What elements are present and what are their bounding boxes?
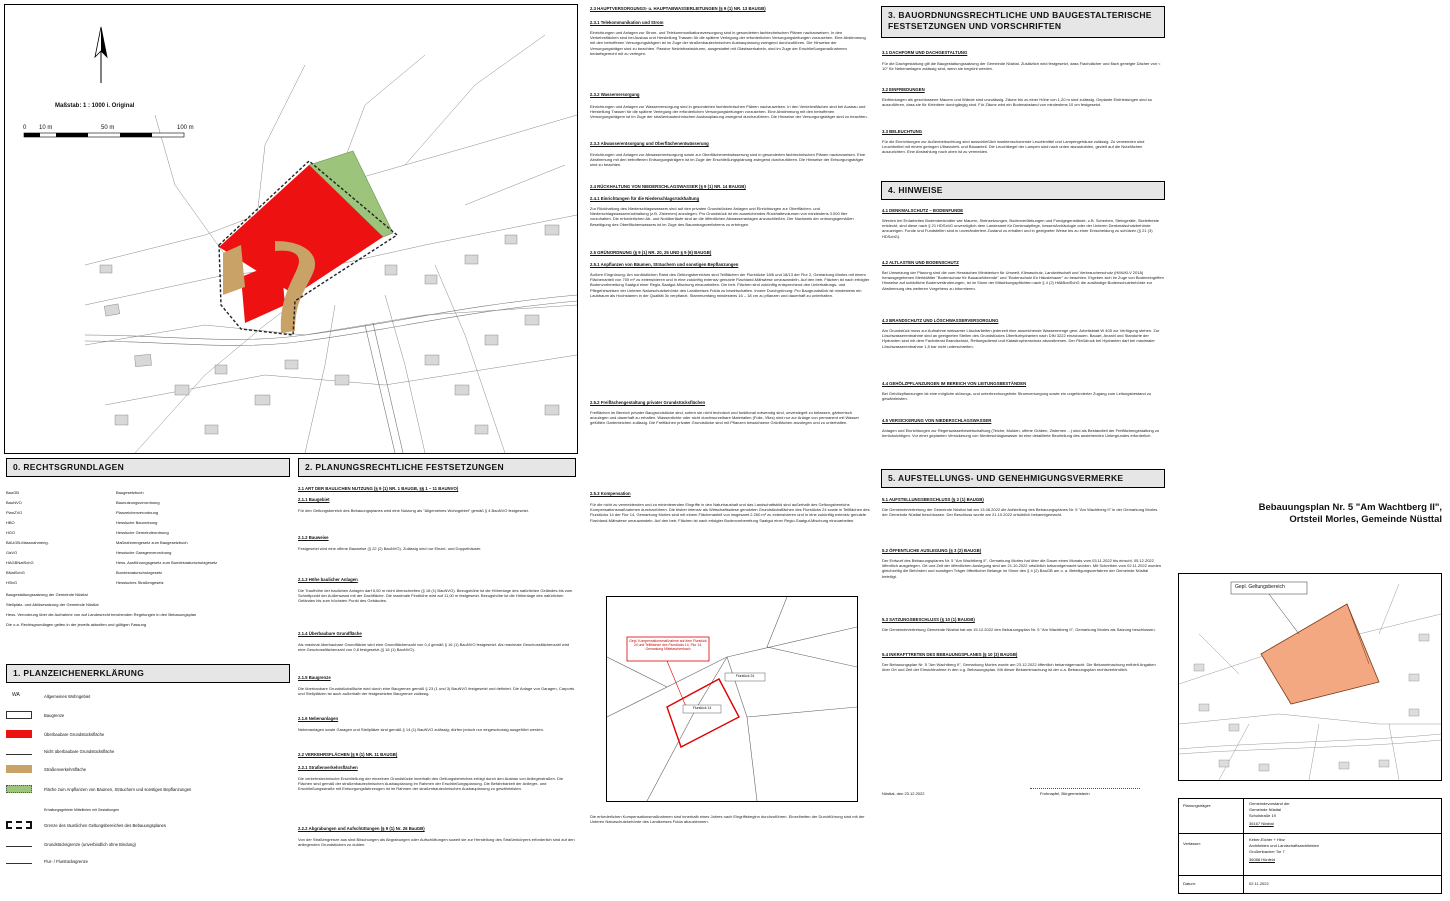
subheading: 2.3.3 Abwasserentsorgung und Oberflächenentwässerung — [590, 141, 709, 146]
subheading: 2.5.1 Anpflanzen von Bäumen, Sträuchern und sonstigen Bepflanzungen — [590, 262, 739, 267]
section-3-heading: 3. BAUORDNUNGSRECHTLICHE UND BAUGESTALTERISCHE FESTSETZUNGEN UND VORSCHRIFTEN — [881, 6, 1165, 38]
paragraph: Einrichtungen und Anlagen zur Wasserversorgung sind in gesonderten fachtechnischen Plänen nachzuweisen. In den Verkehrsflächen sind bei Ausbau und Herstellung Trassen für die spätere Verlegung der erforderlichen Versorgungsleitungen vorzusehen. Eine Abstimmung mit den betroffenen Versorgungsträgern ist im Zuge der straßenbautechnischen Ausbauplanung zwingend durchzuführen. Die Hinweise der Versorgungsträger sind zu beachten. — [590, 104, 868, 120]
title-block-table — [1178, 798, 1442, 894]
abbr-row: HBO Hessische Bauordnung — [6, 520, 158, 525]
abbr-row: BauNVO Baunutzungsverordnung — [6, 500, 160, 505]
abbr-row: BauGB Baugesetzbuch — [6, 490, 144, 495]
scale-tick-50: 50 m — [101, 125, 115, 131]
signature-line — [1030, 788, 1140, 789]
subheading: 5.1 AUFSTELLUNGSBESCHLUSS (§ 2 (1) BAUGB) — [882, 497, 984, 502]
abbr-row: HGO Hessische Gemeindeordnung — [6, 530, 169, 535]
subheading: 2.2.1 Straßenverkehrsflächen — [298, 765, 358, 770]
plan-title-line-1: Bebauungsplan Nr. 5 "Am Wachtberg II", — [1258, 502, 1442, 513]
paragraph: Festgesetzt wird eine offene Bauweise (§ 22 (2) BauNVO). Zulässig sind nur Einzel- und Doppelhäuser. — [298, 546, 482, 551]
subheading: 5.4 INKRAFTTRETEN DES BEBAUUNGSPLANES (§ 10 (3) BAUGB) — [882, 652, 1018, 657]
table-divider — [1179, 875, 1441, 876]
row-value: Gemeindevorstand der Gemeinde Nüsttal Schulstraße 19 36167 Nüsttal — [1249, 801, 1290, 826]
compensation-note: Gepl. Kompensationsmaßnahme auf dem Flurstück 24 und Teilflächen des Flurstücks 14, Flur 14, Gemarkung Mittelaschenbach — [629, 639, 707, 651]
legend-symbol: WA — [12, 692, 20, 698]
paragraph: Die verkehrstechnische Erschließung der einzelnen Grundstücke innerhalb des Geltungsbereiches erfolgt durch den Ausbau von Anliegerstraßen. Die Flächen sind gemäß der straßenbautechnischen Ausbauplanung im Rahmen der Erschließungsplanung. Die Befahrbarkeit der Anlieger- und Erschließungsstraße mit Entsorgungsfahrzeugen ist im Rahmen der straßenbautechnischen Ausbauplanung zu gewährleisten. — [298, 776, 564, 792]
plan-title-line-2: Ortsteil Morles, Gemeinde Nüsttal — [1289, 514, 1442, 525]
row-key: Planungsträger: — [1183, 803, 1212, 808]
subheading: 2.1.6 Nebenanlagen — [298, 716, 339, 721]
paragraph: Für die Einrichtungen zur Außenbeleuchtung sind ausschließlich insektenschonende Leuchtmittel und Lampengehäuse zulässig. Zu verwenden sind Leuchtmittel mit einem geringen Ultraviolett- und Blauanteil. Die Leuchtkegel der Lampen sind nach unten abzustrahlen, gezielt auf die Nutzflächen auszurichten. Eine Abstrahlung nach oben ist zu vermeiden. — [882, 139, 1145, 155]
paragraph: Äußere Eingrünung: Am nordöstlichen Rand des Geltungsbereiches sind Teilflächen der Flurstücke 18/6 und 18/13 der Flur 2, Gemarkung Morles mit einem Flächenanteil von 700 m² zu extensivieren und in eine zukünftig extensiv genutzte Flachland-Mähwiese umzuwandeln. Auf den betr. Flächen ist nach erfolgter Bodenvorbereitung Saatgut einer Regio-Saatgut-Mischung einzuarbeiten. Die betr. Flächen sind zukünftig entsprechend den Unterhaltungs- und Pflegehinweisen der Unteren Naturschutzbehörde des Landkreises Fulda zu bewirtschaften. Innere Durchgrünung: Pro Baugrundstück ist mindestens ein Laubbaum als Hochstamm in der Qualität 3x verpflanzt, Stammumfang mindestens 16 – 18 cm zu pflanzen und dauerhaft zu unterhalten. — [590, 272, 870, 298]
subheading: 3.1 DACHFORM UND DACHGESTALTUNG — [882, 50, 968, 55]
paragraph: Für die Dachgestaltung gilt die Baugestaltungssatzung der Gemeinde Nüsttal. Zusätzlich wird festgesetzt, dass Flachdächer und flach geneigte Dächer von < 10° für Nebenanlagen zulässig sind, wenn sie begrünt werden. — [882, 61, 1161, 72]
paragraph: Bei Gehölzpflanzungen ist eine mögliche störungs- und unterbrechungsfreie Stromversorgung sowie ein ungehinderter Zugang zum Leitungsbestand zu gewährleisten. — [882, 391, 1152, 402]
legend-symbol — [6, 859, 32, 864]
legal-extra: Stellplatz- und Ablösesatzung der Gemeinde Nüsttal — [6, 602, 99, 607]
legend-symbol — [6, 842, 32, 847]
paragraph: Die Gemeindevertretung der Gemeinde Nüsttal hat am 13.06.2022 die Aufstellung des Bebauungsplanes Nr. 5 "Am Wachtberg II" in der Gemarkung Morles der Gemeinde Nüsttal beschlossen. Der Beschluss wurde am 21.10.2022 ortsüblich bekanntgemacht. — [882, 507, 1158, 518]
legend-symbol — [6, 821, 32, 829]
parcel-label-a: Flurstück 24 — [735, 674, 755, 678]
road-area — [223, 245, 245, 295]
paragraph: Als maximal überbaubare Grundfläche wird eine Grundflächenzahl von 0,4 gemäß § 16 (1) BauNVO festgesetzt. Als maximale Geschossflächenzahl wird eine Geschossflächenzahl von 0,8 festgesetzt (§ 16 (1) BauNVO). — [298, 642, 570, 653]
legend-item: Erhaltungsgebiete Mittellinien mit Gestaltungen — [6, 805, 119, 815]
subheading: 2.5.2 Freiflächengestaltung privater Grundstücksflächen — [590, 400, 706, 405]
paragraph: Bei Umsetzung der Planung sind die vom Hessischen Ministerium für Umwelt, Klimaschutz, Landwirtschaft und Verbraucherschutz (HMUKLV 2018) herausgegebenen Merkblätter "Bodenschutz für Bauausführende" und "Bodenschutz für Häuslebauer" zu beachten. Ergeben sich im Zuge von Bodeneingriffen Hinweise auf schädliche Bodenveränderungen, ist im Sinne der Mitwirkungspflichten nach § 4 (2) HAltBodSchG die zuständige Bodenschutzbehörde zur Abstimmung des weiteren Vorgehens zu informieren. — [882, 270, 1164, 291]
section-0-heading: 0. RECHTSGRUNDLAGEN — [6, 458, 290, 477]
legend-item: Fläche zum Anpflanzen von Bäumen, Sträuchern und sonstigen Bepflanzungen — [6, 784, 244, 794]
paragraph: Die überbaubare Grundstücksfläche wird durch eine Baugrenze gemäß § 23 (1 und 3) BauNVO festgesetzt und definiert. Die Anlage von Garagen, Carports und Stellplätzen ist auch außerhalb der festgesetzten Baugrenze zulässig. — [298, 686, 575, 697]
paragraph: Zur Rückhaltung des Niederschlagswassers sind auf den privaten Grundstücken Anlagen und Einrichtungen zur Oberflächen- und Niederschlagswasserrückhaltung (z.B. Zisternen) anzulegen. Pro Grundstück ist ein ausreichendes Rückhaltevolumen von mindestens 3.000 liter vorzuhalten. Die erforderlichen Ab- und Notüberläufe sind an die öffentlichen Abwasseranlagen anzuschließen. Der Nachweis der ordnungsgemäßen Beseitigung des Oberflächenwassers ist im Zuge des Bauantragsverfahrens zu erbringen. — [590, 206, 854, 227]
paragraph: Von der Straßengrenze aus sind Böschungen als Abgrabungen oder Aufschüttungen soweit sie zur Herstellung des Straßenkörpers erforderlich sind auf den anliegenden Grundstücken zu dulden. — [298, 837, 575, 848]
paragraph: Für die nicht zu vermeidenden und zu minimierenden Eingriffe in den Naturhaushalt und das Landschaftsbild sind außerhalb des Geltungsbereichs Kompensationsmaßnahmen durchzuführen. Die bisher intensiv als Wirtschaftswiese genutzten Grundstücksflächen des Flurstücks 24 sowie in Teilflächen des Flurstücks 14 der Flur 14, Gemarkung Morles sind mit einem Flächenanteil von insgesamt 2.260 m² zu extensivieren und in eine zukünftig extensiv genutzte Flachland-Mähwiese umzuwandeln. Auf den betr. Flächen ist nach erfolgter Bodenvorbereitung Saatgut einer Regio-Saatgut-Mischung einzuarbeiten. — [590, 502, 870, 523]
subheading: 5.2 ÖFFENTLICHE AUSLEGUNG (§ 3 (2) BAUGB) — [882, 548, 982, 553]
section-4-heading: 4. HINWEISE — [881, 181, 1165, 200]
paragraph: Einrichtungen und Anlagen zur Strom- und Telekommunikationsversorgung sind in gesonderten fachtechnischen Plänen nachzuweisen. In den Verkehrsflächen sind bei Ausbau und Herstellung Trassen für die spätere Verlegung der erforderlichen Versorgungsleitungen vorzusehen. Eine Abstimmung mit den betroffenen Versorgungsträgern ist im Zuge der straßenbautechnischen Ausbauplanung zwingend durchzuführen. Die Hinweise der Versorgungsträger sind zu beachten. Passive Netzinfrastrukturen, ausgestattet mit Glasfaserkabeln, sind im Zuge der Erschließungsmaßnahmen bedarfsgerecht mit zu verlegen. — [590, 30, 866, 56]
buildable-area-south — [241, 261, 285, 323]
subheading: 2.1.1 Baugebiet — [298, 497, 330, 502]
abbr-row: BNatSchG Bundesnaturschutzgesetz — [6, 570, 163, 575]
abbr-row: GaVO Hessische Garagenverordnung — [6, 550, 172, 555]
legal-extra: Hess. Verordnung über die Aufnahme von auf Landesrecht beruhenden Regelungen in den Bebauungsplan — [6, 612, 197, 617]
subheading: 2.5 GRÜNORDNUNG (§ 9 (1) NR. 20, 25 UND § 9 (6) BAUGB) — [590, 250, 712, 255]
row-key: Datum: — [1183, 881, 1196, 886]
signature: Frohnapfel, Bürgermeisterin — [1040, 791, 1090, 796]
compensation-footer: Die erforderlichen Kompensationsmaßnahmen sind innerhalb eines Jahres nach Eingriffsbeginn durchzuführen. Einzelheiten der Durchführung sind mit der Unteren Naturschutzbehörde des Landkreises Fulda abzustimmen. — [590, 814, 865, 825]
overview-label: Gepl. Geltungsbereich — [1235, 584, 1285, 590]
paragraph: Die Traufhöhe der baulichen Anlagen darf 6,50 m nicht überschreiten (§ 18 (1) BauNVO). Bezugshöhe ist die Höhenlage des natürlichen Geländes bis zum Schnittpunkt der Außenwand mit der Dachfläche. Die maximale Firsthöhe wird auf 11,00 m festgesetzt. Bezugshöhe ist die Höhenlage des natürlichen Geländes bis zum höchsten Punkt des Gebäudes. — [298, 588, 573, 604]
legend-symbol — [6, 785, 32, 793]
paragraph: Nebenanlagen sowie Garagen und Stellplätze sind gemäß § 14 (1) BauNVO zulässig; dürfen jedoch nur eingeschossig ausgeführt werden. — [298, 727, 544, 732]
legend-item: Baugrenze — [6, 710, 64, 720]
scale-tick-0: 0 — [23, 125, 27, 131]
plan-title — [1178, 502, 1442, 526]
site-plan-frame — [4, 4, 578, 454]
subheading: 2.3.1 Telekommunikation und Strom — [590, 20, 664, 25]
legend-symbol — [6, 747, 32, 755]
section-5-heading: 5. AUFSTELLUNGS- UND GENEHMIGUNGSVERMERKE — [881, 469, 1165, 488]
legend-item: Straßenverkehrsfläche — [6, 764, 86, 774]
overview-map-svg — [1179, 574, 1441, 780]
subheading: 2.1 ART DER BAULICHEN NUTZUNG (§ 9 (1) NR. 1 BAUGB, §§ 1 – 11 BAUNVO) — [298, 486, 459, 491]
subheading: 4.1 DENKMALSCHUTZ – BODENFUNDE — [882, 208, 964, 213]
paragraph: Einfriedungen als geschlossene Mauern und Wände sind unzulässig. Zäune bis zu einer Höhe von 1,20 m sind zulässig. Geplante Einfriedungen sind so auszuführen, dass sie für Kleintiere durchgängig sind. Für Zäune wird ein Bodenabstand von mindestens 10 cm festgesetzt. — [882, 97, 1152, 108]
legal-extra: Baugestaltungssatzung der Gemeinde Nüsttal — [6, 592, 88, 597]
abbr-row: BAUGB-Massnahmeng. Maßnahmengesetz zum Baugesetzbuch — [6, 540, 188, 545]
row-key: Verfasser: — [1183, 841, 1202, 846]
scale-label: Maßstab: 1 : 1000 i. Original — [55, 103, 135, 109]
site-plan-map — [5, 5, 577, 453]
scale-tick-100: 100 m — [177, 125, 194, 131]
paragraph: Am Grundstück muss zur Aufnahme wirksamer Löscharbeiten jederzeit eine ausreichende Wassermenge gem. Arbeitsblatt W 405 zur Verfügung stehen. Zur Löschwasserentnahme sind an geeigneten Stellen des Grundstückes Überflurhydranten nach DIN 3222 einzubauen. Bauart, Anzahl und Standorte der Hydranten sind mit dem Fachdienst Brandschutz, Rettungsdienst und Katastrophenschutz abzustimmen. Der Fließdruck bei Hydranten darf bei maximaler Löschwasserentnahme 1,5 bar nicht unterschreiten. — [882, 328, 1160, 349]
legend-symbol — [6, 711, 32, 719]
overview-map — [1178, 573, 1442, 781]
subheading: 2.3.2 Wasserversorgung — [590, 92, 640, 97]
legend-item: Überbaubare Grundstücksfläche — [6, 729, 104, 739]
paragraph: Für den Geltungsbereich des Bebauungsplanes wird eine Nutzung als "Allgemeines Wohngebiet" gemäß § 4 BauNVO festgesetzt. — [298, 508, 529, 513]
place-date: Nüsttal, den 23.12.2022 — [882, 791, 925, 796]
legend-symbol — [6, 730, 32, 738]
subheading: 2.2.2 Abgrabungen und Aufschüttungen (§ 9 (1) Nr. 26 BauGB) — [298, 826, 425, 831]
subheading: 4.5 VERSICKERUNG VON NIEDERSCHLAGSWASSER — [882, 418, 992, 423]
subheading: 4.3 BRANDSCHUTZ UND LÖSCHWASSERVERSORGUNG — [882, 318, 999, 323]
legend-symbol — [6, 806, 32, 814]
subheading: 2.2 VERKEHRSFLÄCHEN (§ 9 (1) NR. 11 BAUGB) — [298, 752, 398, 757]
legend-item: Grundstücksgrenze (unverbindlich ohne Bindung) — [6, 839, 136, 849]
subheading: 4.4 GEHÖLZPFLANZUNGEN IM BEREICH VON LEITUNGSBESTÄNDEN — [882, 381, 1027, 386]
subheading: 4.2 ALTLASTEN UND BODENSCHUTZ — [882, 260, 959, 265]
subheading: 2.1.5 Baugrenze — [298, 675, 331, 680]
paragraph: Werden bei Erdarbeiten Bodendenkmäler wie Mauern, Steinsetzungen, Bodenverfärbungen und Fundgegenstände, z.B. Scherben, Steingeräte, Skelettreste entdeckt, sind diese nach § 21 HDSchG unverzüglich dem Landesamt für Denkmalpflege, hessenArchäologie oder der Unteren Denkmalschutzbehörde anzuzeigen. Funde und Fundstellen sind in unverändertem Zustand zu erhalten und in geeigneter Weise bis zu einer Entscheidung zu schützen (§ 21 (3) HDSchG). — [882, 218, 1159, 239]
compensation-inset-map — [606, 596, 858, 802]
subheading: 3.3 BELEUCHTUNG — [882, 129, 923, 134]
paragraph: Anlagen und Einrichtungen zur Regenwasserbewirtschaftung (Teiche, Mulden, offene Gräben, Zisternen ...) sind als Bestandteil der Freiflächengestaltung zu berücksichtigen. Vor einer geplanten Versickerung von Niederschlagswasser ist eine detaillierte Beurteilung des anstehenden Untergrundes erforderlich. — [882, 428, 1160, 439]
subheading: 2.1.4 Überbaubare Grundfläche — [298, 631, 362, 636]
abbr-row: PlanZVO Planzeichenverordnung — [6, 510, 159, 515]
table-divider — [1243, 799, 1244, 893]
paragraph: Der Bebauungsplan Nr. 5 "Am Wachtberg II", Gemarkung Morles wurde am 23.12.2022 öffentlich bekanntgemacht. Die Bekanntmachung enthielt Angaben über Ort und Zeit der Einsichtnahme in den o.g. Bebauungsplan. Mit dieser Bekanntmachung ist der o.a. Bebauungsplan rechtsverbindlich. — [882, 662, 1156, 673]
legend-item: Nicht überbaubare Grundstücksfläche — [6, 746, 114, 756]
legal-extra: Die o.a. Rechtsgrundlagen gelten in der jeweils aktuellen und gültigen Fassung — [6, 622, 147, 627]
subheading: 2.1.2 Bauweise — [298, 535, 329, 540]
paragraph: Freiflächen im Bereich privater Baugrundstücke sind, sofern sie nicht technisch und funktional notwendig sind, unversiegelt zu belassen, gärtnerisch anzulegen und dauerhaft zu erhalten. Wasserdichte oder nicht durchwurzelbare Materialien (Folie, Vlies) sind nur zur Anlage von permanent mit Wasser gefüllten Gartenteichen zulässig. Die Freiflächen privater Grundstücke sind mit Pflanzen bewachsene Grünflächen anzulegen und zu unterhalten. — [590, 410, 859, 426]
parcel-label-b: Flurstück 14 — [692, 706, 712, 710]
row-value: Keber-Eicher + Hinz Architekten und Landschaftsarchitekten Großenbacher Tor 7 36088 Hünfeld — [1249, 837, 1320, 862]
legend-symbol — [6, 765, 32, 773]
compensation-map-svg — [607, 597, 857, 801]
row-value: 02.11.2022 — [1249, 881, 1269, 886]
subheading: 2.4.1 Einrichtungen für die Niederschlagsrückhaltung — [590, 196, 700, 201]
scale-tick-10: 10 m — [39, 125, 53, 131]
paragraph: Der Entwurf des Bebauungsplanes Nr. 5 "Am Wachtberg II", Gemarkung Morles hat über die Dauer eines Monats vom 03.11.2022 bis einschl. 05.12.2022 öffentlich ausgelegen. Ort und Zeit der öffentlichen Auslegung sind am 21.10.2022 ortsüblich bekanntgemacht worden. Mit Schreiben vom 02.11.2022 wurden gleichzeitig die Behörden und sonstigen Träger öffentlicher Belange im Sinne des § 4 (2) BauGB am o. a. Beteiligungsverfahren der Gemeinde Nüsttal beteiligt. — [882, 558, 1162, 579]
paragraph: Die Gemeindevertretung Gemeinde Nüsttal hat am 15.12.2022 den Bebauungsplan Nr. 5 "Am Wachtberg II", Gemarkung Morles als Satzung beschlossen. — [882, 627, 1156, 632]
abbr-row: HAGBNatSchG Hess. Ausführungsgesetz zum Bundesnaturschutzgesetz — [6, 560, 218, 565]
table-divider — [1179, 833, 1441, 834]
section-1-heading: 1. PLANZEICHENERKLÄRUNG — [6, 664, 290, 683]
scale-bar — [24, 133, 184, 137]
subheading: 2.3 HAUPTVERSORGUNGS- u. HAUPTABWASSERLEITUNGEN (§ 9 (1) NR. 13 BAUGB) — [590, 6, 766, 11]
legend-item: Flur- / Flurstücksgrenze — [6, 856, 88, 866]
legend-item: WA Allgemeines Wohngebiet — [6, 691, 90, 701]
subheading: 2.1.3 Höhe baulicher Anlagen — [298, 577, 358, 582]
legend-item: Grenze des räumlichen Geltungsbereiches des Bebauungsplanes — [6, 820, 166, 830]
north-arrow-icon — [95, 27, 107, 83]
subheading: 2.5.3 Kompensation — [590, 491, 631, 496]
overview-scope-area — [1261, 604, 1379, 704]
abbr-row: HStrG Hessisches Straßengesetz — [6, 580, 164, 585]
subheading: 3.2 EINFRIEDUNGEN — [882, 87, 925, 92]
section-2-heading: 2. PLANUNGSRECHTLICHE FESTSETZUNGEN — [298, 458, 576, 477]
subheading: 2.4 RÜCKHALTUNG VON NIEDERSCHLAGSWASSER (§ 9 (1) NR. 14 BAUGB) — [590, 184, 746, 189]
subheading: 5.3 SATZUNGSBESCHLUSS (§ 10 (1) BAUGB) — [882, 617, 975, 622]
paragraph: Einrichtungen und Anlagen zur Abwasserentsorgung sowie zur Oberflächenentwässerung sind in gesonderten fachtechnischen Plänen nachzuweisen. Eine Abstimmung mit den betroffenen Entsorgungsträgern ist im Zuge der Erschließungsplanung zwingend durchzuführen. Die Hinweise der Entsorgungsträger sind zu beachten. — [590, 152, 866, 168]
